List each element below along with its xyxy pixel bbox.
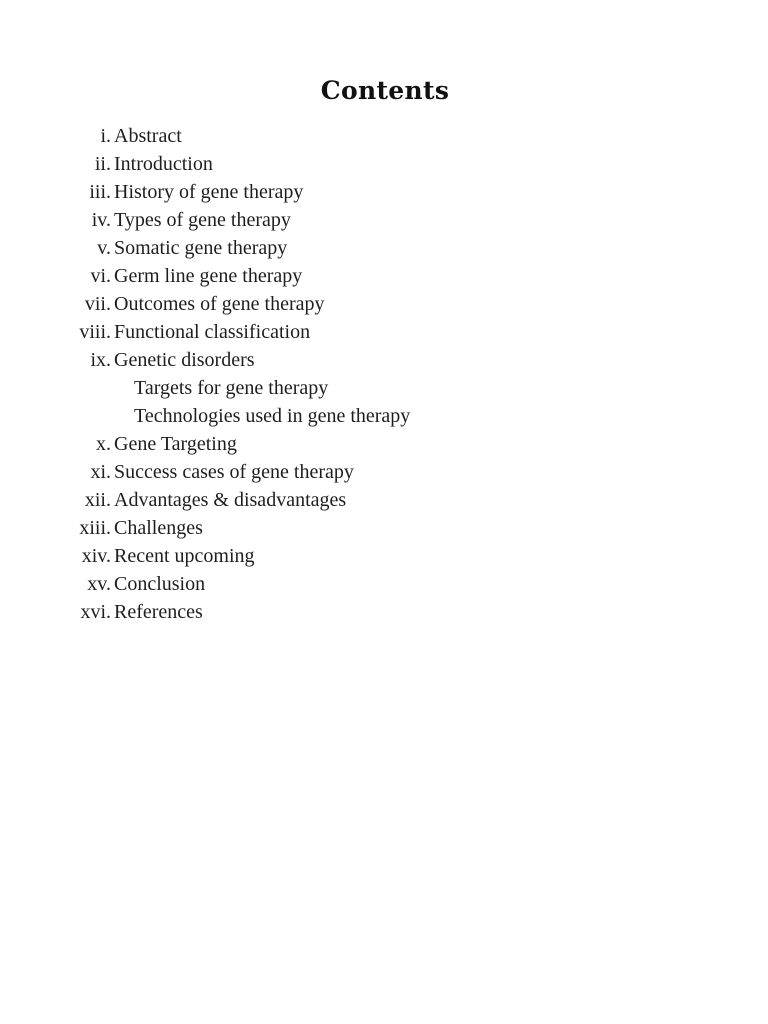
toc-item-text: Genetic disorders xyxy=(114,349,255,371)
toc-item-number: x. xyxy=(96,433,111,455)
toc-item xyxy=(0,570,768,598)
toc-item xyxy=(0,542,768,570)
toc-item-text: Technologies used in gene therapy xyxy=(134,405,411,427)
toc-item-text: Outcomes of gene therapy xyxy=(114,293,325,315)
toc-item xyxy=(0,598,768,626)
toc-item-text: Abstract xyxy=(114,125,182,147)
toc-subitem xyxy=(0,402,768,430)
toc-item-number: ix. xyxy=(90,349,111,371)
toc-item xyxy=(0,234,768,262)
toc-item-number: xvi. xyxy=(80,601,111,623)
toc-item-text: Challenges xyxy=(114,517,203,539)
toc-item xyxy=(0,178,768,206)
toc-item-number: xiii. xyxy=(79,517,111,539)
toc-item-text: Functional classification xyxy=(114,321,311,343)
toc-subitem xyxy=(0,374,768,402)
toc-item-number: xii. xyxy=(84,489,111,511)
toc-item-text: Conclusion xyxy=(114,573,206,595)
toc-item xyxy=(0,486,768,514)
toc-item-number: xiv. xyxy=(81,545,111,567)
toc-item-text: Gene Targeting xyxy=(114,433,237,455)
toc-item-number: iii. xyxy=(89,181,111,203)
toc-item-number: i. xyxy=(100,125,111,147)
toc-item-number: iv. xyxy=(91,209,111,231)
toc-item-number: ii. xyxy=(94,153,111,175)
toc-item-number: viii. xyxy=(79,321,111,343)
toc-item xyxy=(0,514,768,542)
toc-item-text: Somatic gene therapy xyxy=(114,237,288,259)
toc-item-text: History of gene therapy xyxy=(114,181,304,203)
toc-item-number: xv. xyxy=(87,573,111,595)
toc-item xyxy=(0,290,768,318)
toc-item xyxy=(0,122,768,150)
toc-item-text: Success cases of gene therapy xyxy=(114,461,354,483)
toc-item-number: vi. xyxy=(90,265,111,287)
toc-item-text: Germ line gene therapy xyxy=(114,265,303,287)
toc-item-number: vii. xyxy=(84,293,111,315)
toc-item-text: Introduction xyxy=(114,153,213,175)
toc-item-text: Recent upcoming xyxy=(114,545,255,567)
toc-item-text: References xyxy=(114,601,203,623)
table-of-contents xyxy=(0,122,768,626)
toc-item xyxy=(0,346,768,374)
toc-item-number: xi. xyxy=(90,461,111,483)
toc-item-text: Advantages & disadvantages xyxy=(114,489,347,511)
toc-item xyxy=(0,206,768,234)
toc-item xyxy=(0,150,768,178)
toc-item-text: Targets for gene therapy xyxy=(134,377,329,399)
toc-item-text: Types of gene therapy xyxy=(114,209,291,231)
toc-item xyxy=(0,458,768,486)
toc-item-number: v. xyxy=(97,237,111,259)
toc-item xyxy=(0,262,768,290)
toc-item xyxy=(0,318,768,346)
page-title: Contents xyxy=(320,76,450,105)
toc-item xyxy=(0,430,768,458)
